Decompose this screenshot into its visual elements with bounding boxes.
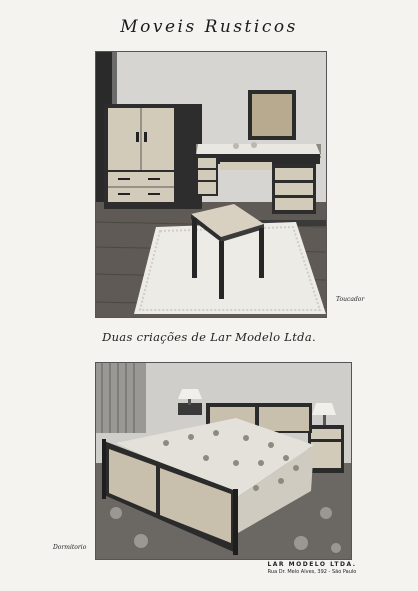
bedroom-photo <box>95 362 352 560</box>
page-title: Moveis Rusticos <box>120 17 298 37</box>
company-address: Rua Dr. Melo Alves, 392 - São Paulo <box>267 569 357 575</box>
bedroom-caption: Dormitorio <box>53 544 87 551</box>
dressing-table-caption: Toucador <box>336 296 365 303</box>
dressing-table-image <box>96 52 326 317</box>
subtitle: Duas criações de Lar Modelo Ltda. <box>102 330 316 344</box>
company-name: LAR MODELO LTDA. <box>267 561 357 568</box>
dressing-table-photo <box>95 51 327 318</box>
company-block <box>257 561 367 575</box>
bedroom-image <box>96 363 351 559</box>
